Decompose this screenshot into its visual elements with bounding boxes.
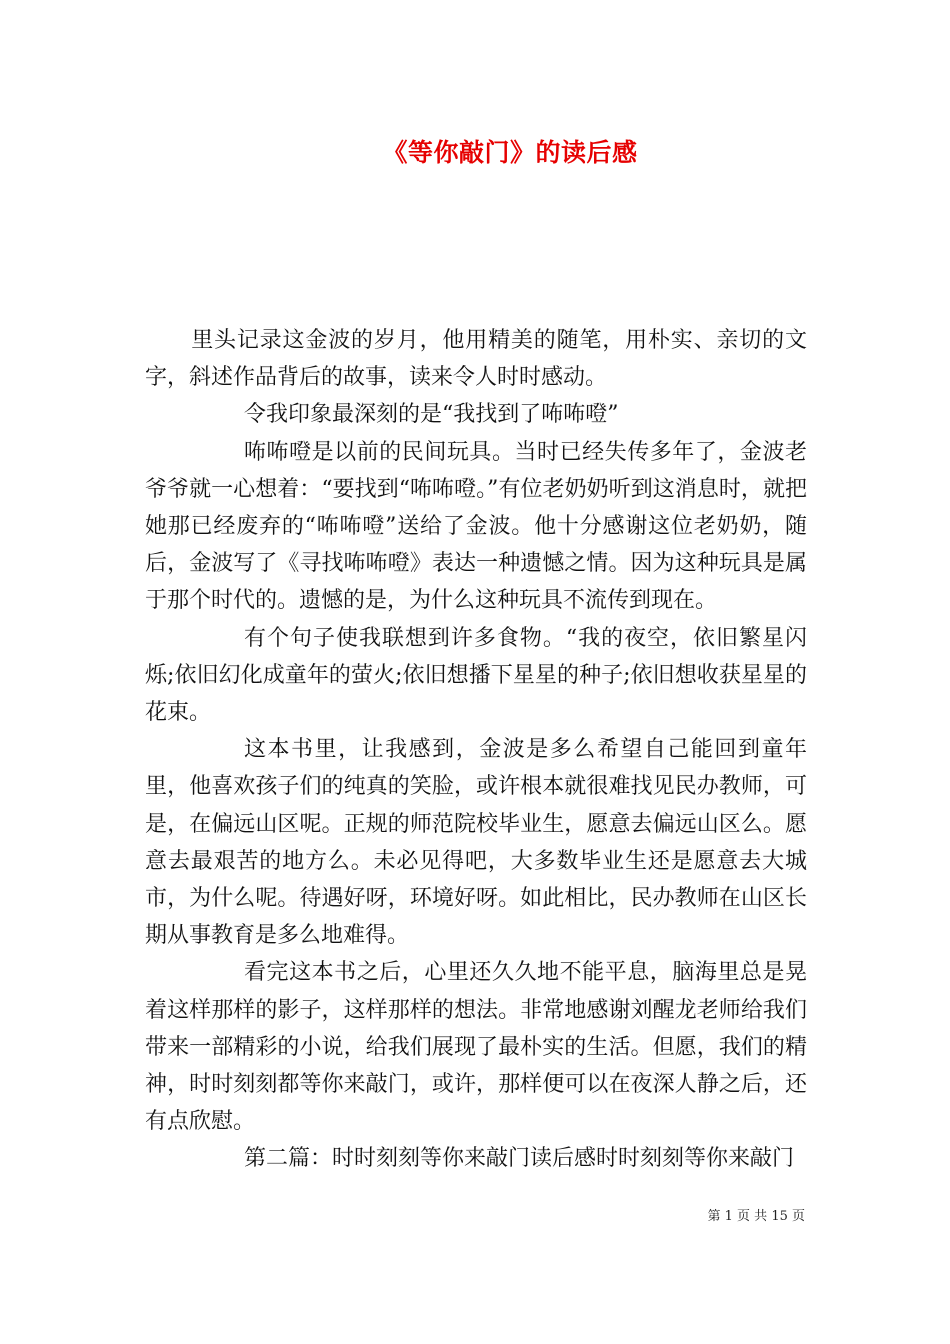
paragraph-4: 有个句子使我联想到许多食物。“我的夜空，依旧繁星闪烁;依旧幻化成童年的萤火;依旧想播下星星的种子;依旧想收获星星的花束。 [145,625,807,726]
paragraph-2: 令我印象最深刻的是“我找到了咘咘噔” [244,402,619,428]
paragraph-6: 看完这本书之后，心里还久久地不能平息，脑海里总是晃着这样那样的影子，这样那样的想法。非常地感谢刘醒龙老师给我们带来一部精彩的小说，给我们展现了最朴实的生活。但愿，我们的精神，时时刻刻都等你来敲门，或许，那样便可以在夜深人静之后，还有点欣慰。 [145,960,807,1135]
paragraph-7: 第二篇：时时刻刻等你来敲门读后感时时刻刻等你来敲门 [244,1146,795,1172]
page-number-footer: 第 1 页 共 15 页 [707,1209,805,1224]
paragraph-5: 这本书里，让我感到，金波是多么希望自己能回到童年里，他喜欢孩子们的纯真的笑脸，或许根本就很难找见民办教师，可是，在偏远山区呢。正规的师范院校毕业生，愿意去偏远山区么。愿意去最艰苦的地方么。未必见得吧，大多数毕业生还是愿意去大城市，为什么呢。待遇好呀，环境好呀。如此相比，民办教师在山区长期从事教育是多么地难得。 [145,737,807,949]
document-title: 《等你敲门》的读后感 [382,138,638,167]
document-body [145,322,807,1178]
paragraph-1: 里头记录这金波的岁月，他用精美的随笔，用朴实、亲切的文字，斜述作品背后的故事，读来令人时时感动。 [145,328,807,391]
paragraph-3: 咘咘噔是以前的民间玩具。当时已经失传多年了，金波老爷爷就一心想着：“要找到“咘咘噔。”有位老奶奶听到这消息时，就把她那已经废弃的“咘咘噔”送给了金波。他十分感谢这位老奶奶，随后，金波写了《寻找咘咘噔》表达一种遗憾之情。因为这种玩具是属于那个时代的。遗憾的是，为什么这种玩具不流传到现在。 [145,439,807,614]
